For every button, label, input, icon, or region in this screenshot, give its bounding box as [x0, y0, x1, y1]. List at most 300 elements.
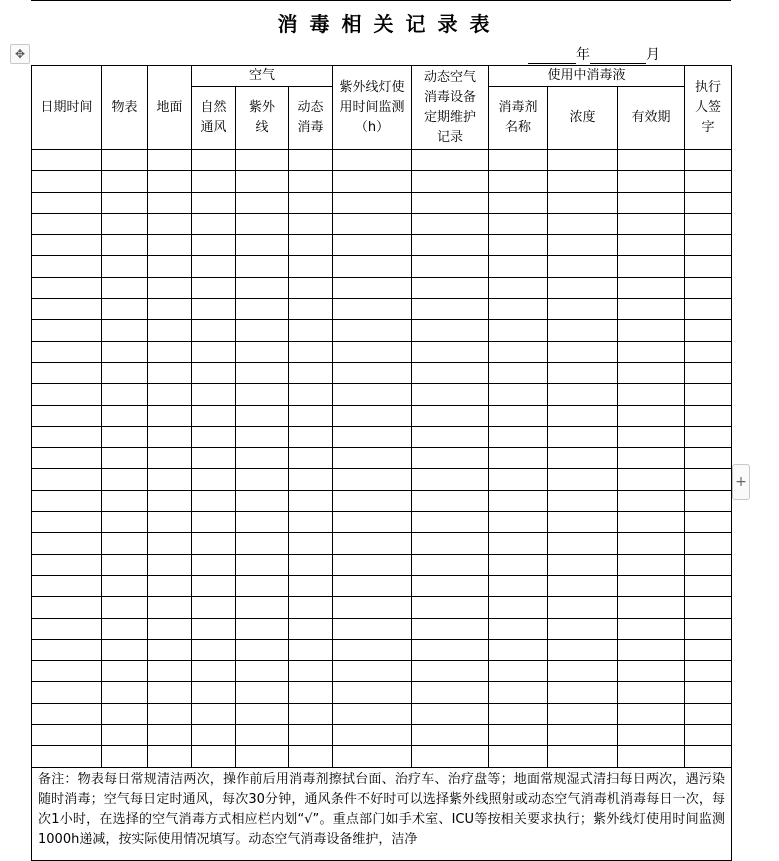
table-cell[interactable]	[548, 575, 618, 596]
table-cell[interactable]	[192, 746, 236, 767]
table-cell[interactable]	[489, 746, 548, 767]
table-cell[interactable]	[32, 235, 102, 256]
table-cell[interactable]	[685, 597, 732, 618]
table-cell[interactable]	[148, 575, 192, 596]
table-cell[interactable]	[618, 150, 685, 171]
table-cell[interactable]	[548, 426, 618, 447]
table-cell[interactable]	[333, 235, 412, 256]
table-cell[interactable]	[102, 192, 148, 213]
table-cell[interactable]	[412, 490, 489, 511]
table-cell[interactable]	[32, 661, 102, 682]
table-cell[interactable]	[333, 533, 412, 554]
table-cell[interactable]	[685, 171, 732, 192]
table-cell[interactable]	[685, 150, 732, 171]
table-cell[interactable]	[618, 703, 685, 724]
table-cell[interactable]	[548, 682, 618, 703]
table-cell[interactable]	[236, 597, 289, 618]
table-cell[interactable]	[32, 597, 102, 618]
table-cell[interactable]	[289, 469, 333, 490]
table-cell[interactable]	[685, 533, 732, 554]
table-cell[interactable]	[618, 320, 685, 341]
table-cell[interactable]	[32, 341, 102, 362]
table-cell[interactable]	[289, 448, 333, 469]
table-cell[interactable]	[148, 618, 192, 639]
table-cell[interactable]	[102, 256, 148, 277]
table-cell[interactable]	[148, 554, 192, 575]
table-cell[interactable]	[236, 277, 289, 298]
table-cell[interactable]	[32, 618, 102, 639]
table-cell[interactable]	[412, 703, 489, 724]
table-cell[interactable]	[32, 725, 102, 746]
table-cell[interactable]	[685, 192, 732, 213]
table-cell[interactable]	[192, 448, 236, 469]
table-cell[interactable]	[333, 341, 412, 362]
table-cell[interactable]	[685, 469, 732, 490]
table-cell[interactable]	[289, 661, 333, 682]
table-cell[interactable]	[32, 469, 102, 490]
table-cell[interactable]	[102, 320, 148, 341]
table-cell[interactable]	[236, 213, 289, 234]
table-cell[interactable]	[489, 682, 548, 703]
table-cell[interactable]	[32, 512, 102, 533]
table-cell[interactable]	[333, 575, 412, 596]
table-cell[interactable]	[489, 703, 548, 724]
table-cell[interactable]	[236, 725, 289, 746]
table-cell[interactable]	[685, 682, 732, 703]
table-move-icon[interactable]: ✥	[10, 44, 30, 64]
table-cell[interactable]	[192, 533, 236, 554]
table-cell[interactable]	[32, 703, 102, 724]
table-cell[interactable]	[289, 213, 333, 234]
table-cell[interactable]	[412, 384, 489, 405]
table-cell[interactable]	[333, 661, 412, 682]
table-cell[interactable]	[289, 575, 333, 596]
table-cell[interactable]	[102, 426, 148, 447]
table-cell[interactable]	[548, 171, 618, 192]
table-cell[interactable]	[618, 575, 685, 596]
table-cell[interactable]	[289, 341, 333, 362]
table-cell[interactable]	[333, 554, 412, 575]
table-cell[interactable]	[333, 213, 412, 234]
table-cell[interactable]	[685, 320, 732, 341]
table-cell[interactable]	[618, 171, 685, 192]
table-cell[interactable]	[148, 299, 192, 320]
table-cell[interactable]	[32, 192, 102, 213]
table-cell[interactable]	[489, 725, 548, 746]
table-cell[interactable]	[148, 192, 192, 213]
table-cell[interactable]	[685, 256, 732, 277]
table-cell[interactable]	[548, 213, 618, 234]
table-cell[interactable]	[618, 554, 685, 575]
table-cell[interactable]	[102, 384, 148, 405]
table-cell[interactable]	[148, 213, 192, 234]
table-cell[interactable]	[412, 725, 489, 746]
table-cell[interactable]	[192, 277, 236, 298]
table-cell[interactable]	[618, 256, 685, 277]
table-cell[interactable]	[548, 618, 618, 639]
table-cell[interactable]	[32, 299, 102, 320]
table-cell[interactable]	[685, 277, 732, 298]
table-cell[interactable]	[236, 171, 289, 192]
table-cell[interactable]	[412, 639, 489, 660]
table-cell[interactable]	[289, 405, 333, 426]
table-cell[interactable]	[192, 192, 236, 213]
table-cell[interactable]	[548, 320, 618, 341]
table-cell[interactable]	[333, 299, 412, 320]
table-cell[interactable]	[333, 490, 412, 511]
month-blank[interactable]	[590, 47, 646, 64]
table-cell[interactable]	[333, 192, 412, 213]
table-cell[interactable]	[412, 597, 489, 618]
table-cell[interactable]	[685, 512, 732, 533]
table-cell[interactable]	[289, 533, 333, 554]
table-cell[interactable]	[412, 661, 489, 682]
table-cell[interactable]	[412, 171, 489, 192]
table-cell[interactable]	[289, 597, 333, 618]
table-cell[interactable]	[548, 448, 618, 469]
table-cell[interactable]	[148, 533, 192, 554]
table-cell[interactable]	[102, 639, 148, 660]
table-cell[interactable]	[548, 150, 618, 171]
table-cell[interactable]	[489, 341, 548, 362]
table-cell[interactable]	[685, 746, 732, 767]
table-cell[interactable]	[236, 448, 289, 469]
table-cell[interactable]	[289, 150, 333, 171]
table-cell[interactable]	[32, 171, 102, 192]
table-cell[interactable]	[489, 256, 548, 277]
table-cell[interactable]	[412, 256, 489, 277]
table-cell[interactable]	[192, 299, 236, 320]
table-cell[interactable]	[333, 703, 412, 724]
table-cell[interactable]	[618, 533, 685, 554]
table-cell[interactable]	[32, 639, 102, 660]
table-cell[interactable]	[489, 299, 548, 320]
table-cell[interactable]	[333, 171, 412, 192]
table-cell[interactable]	[618, 725, 685, 746]
table-cell[interactable]	[333, 682, 412, 703]
table-cell[interactable]	[333, 512, 412, 533]
table-cell[interactable]	[412, 533, 489, 554]
table-cell[interactable]	[489, 554, 548, 575]
table-cell[interactable]	[289, 362, 333, 383]
table-cell[interactable]	[192, 575, 236, 596]
table-cell[interactable]	[289, 725, 333, 746]
table-cell[interactable]	[333, 362, 412, 383]
table-cell[interactable]	[618, 618, 685, 639]
table-cell[interactable]	[412, 213, 489, 234]
table-cell[interactable]	[192, 405, 236, 426]
table-cell[interactable]	[548, 362, 618, 383]
table-cell[interactable]	[192, 725, 236, 746]
table-cell[interactable]	[236, 575, 289, 596]
table-cell[interactable]	[148, 746, 192, 767]
table-cell[interactable]	[192, 256, 236, 277]
table-cell[interactable]	[548, 512, 618, 533]
table-cell[interactable]	[192, 661, 236, 682]
table-cell[interactable]	[685, 725, 732, 746]
table-cell[interactable]	[412, 426, 489, 447]
table-cell[interactable]	[685, 299, 732, 320]
table-cell[interactable]	[412, 448, 489, 469]
table-cell[interactable]	[289, 256, 333, 277]
add-row-icon[interactable]: +	[732, 464, 750, 500]
table-cell[interactable]	[548, 703, 618, 724]
table-cell[interactable]	[412, 192, 489, 213]
table-cell[interactable]	[489, 192, 548, 213]
table-cell[interactable]	[333, 746, 412, 767]
table-cell[interactable]	[32, 426, 102, 447]
table-cell[interactable]	[32, 362, 102, 383]
table-cell[interactable]	[102, 682, 148, 703]
table-cell[interactable]	[102, 597, 148, 618]
table-cell[interactable]	[102, 533, 148, 554]
table-cell[interactable]	[102, 362, 148, 383]
table-cell[interactable]	[489, 533, 548, 554]
table-cell[interactable]	[32, 682, 102, 703]
table-cell[interactable]	[192, 597, 236, 618]
table-cell[interactable]	[333, 597, 412, 618]
table-cell[interactable]	[192, 150, 236, 171]
table-cell[interactable]	[489, 150, 548, 171]
table-cell[interactable]	[148, 639, 192, 660]
table-cell[interactable]	[548, 746, 618, 767]
table-cell[interactable]	[32, 746, 102, 767]
table-cell[interactable]	[192, 512, 236, 533]
table-cell[interactable]	[102, 341, 148, 362]
table-cell[interactable]	[489, 235, 548, 256]
table-cell[interactable]	[32, 405, 102, 426]
table-cell[interactable]	[102, 171, 148, 192]
table-cell[interactable]	[192, 426, 236, 447]
table-cell[interactable]	[148, 362, 192, 383]
table-cell[interactable]	[548, 533, 618, 554]
table-cell[interactable]	[333, 426, 412, 447]
table-cell[interactable]	[102, 725, 148, 746]
table-cell[interactable]	[489, 597, 548, 618]
table-cell[interactable]	[489, 171, 548, 192]
table-cell[interactable]	[618, 746, 685, 767]
table-cell[interactable]	[548, 597, 618, 618]
table-cell[interactable]	[192, 682, 236, 703]
table-cell[interactable]	[618, 362, 685, 383]
table-cell[interactable]	[236, 384, 289, 405]
table-cell[interactable]	[192, 703, 236, 724]
table-cell[interactable]	[548, 341, 618, 362]
table-cell[interactable]	[412, 746, 489, 767]
table-cell[interactable]	[489, 362, 548, 383]
table-cell[interactable]	[412, 469, 489, 490]
table-cell[interactable]	[236, 703, 289, 724]
table-cell[interactable]	[685, 448, 732, 469]
table-cell[interactable]	[618, 639, 685, 660]
table-cell[interactable]	[548, 299, 618, 320]
table-cell[interactable]	[618, 682, 685, 703]
table-cell[interactable]	[333, 405, 412, 426]
table-cell[interactable]	[548, 384, 618, 405]
table-cell[interactable]	[32, 277, 102, 298]
table-cell[interactable]	[102, 299, 148, 320]
table-cell[interactable]	[236, 320, 289, 341]
table-cell[interactable]	[192, 490, 236, 511]
table-cell[interactable]	[489, 405, 548, 426]
table-cell[interactable]	[412, 575, 489, 596]
table-cell[interactable]	[102, 277, 148, 298]
table-cell[interactable]	[618, 299, 685, 320]
table-cell[interactable]	[148, 277, 192, 298]
table-cell[interactable]	[32, 320, 102, 341]
table-cell[interactable]	[148, 171, 192, 192]
table-cell[interactable]	[548, 277, 618, 298]
table-cell[interactable]	[412, 235, 489, 256]
table-cell[interactable]	[412, 682, 489, 703]
table-cell[interactable]	[489, 384, 548, 405]
table-cell[interactable]	[333, 256, 412, 277]
table-cell[interactable]	[148, 384, 192, 405]
table-cell[interactable]	[685, 426, 732, 447]
table-cell[interactable]	[289, 320, 333, 341]
table-cell[interactable]	[618, 426, 685, 447]
table-cell[interactable]	[236, 512, 289, 533]
table-cell[interactable]	[618, 448, 685, 469]
table-cell[interactable]	[289, 384, 333, 405]
table-cell[interactable]	[333, 277, 412, 298]
table-cell[interactable]	[32, 150, 102, 171]
table-cell[interactable]	[192, 639, 236, 660]
table-cell[interactable]	[412, 618, 489, 639]
table-cell[interactable]	[548, 490, 618, 511]
table-cell[interactable]	[489, 469, 548, 490]
table-cell[interactable]	[412, 341, 489, 362]
table-cell[interactable]	[32, 213, 102, 234]
table-cell[interactable]	[685, 341, 732, 362]
table-cell[interactable]	[548, 639, 618, 660]
table-cell[interactable]	[618, 469, 685, 490]
table-cell[interactable]	[412, 320, 489, 341]
table-cell[interactable]	[412, 150, 489, 171]
table-cell[interactable]	[685, 405, 732, 426]
table-cell[interactable]	[548, 405, 618, 426]
table-cell[interactable]	[192, 554, 236, 575]
table-cell[interactable]	[548, 725, 618, 746]
table-cell[interactable]	[192, 469, 236, 490]
table-cell[interactable]	[236, 533, 289, 554]
table-cell[interactable]	[236, 192, 289, 213]
table-cell[interactable]	[236, 150, 289, 171]
table-cell[interactable]	[192, 618, 236, 639]
table-cell[interactable]	[148, 661, 192, 682]
table-cell[interactable]	[685, 703, 732, 724]
table-cell[interactable]	[489, 661, 548, 682]
table-cell[interactable]	[148, 448, 192, 469]
table-cell[interactable]	[548, 256, 618, 277]
table-cell[interactable]	[412, 512, 489, 533]
table-cell[interactable]	[192, 384, 236, 405]
table-cell[interactable]	[102, 213, 148, 234]
table-cell[interactable]	[685, 575, 732, 596]
table-cell[interactable]	[289, 618, 333, 639]
table-cell[interactable]	[32, 554, 102, 575]
table-cell[interactable]	[685, 554, 732, 575]
table-cell[interactable]	[489, 618, 548, 639]
table-cell[interactable]	[102, 235, 148, 256]
table-cell[interactable]	[102, 150, 148, 171]
table-cell[interactable]	[548, 661, 618, 682]
table-cell[interactable]	[489, 490, 548, 511]
table-cell[interactable]	[148, 469, 192, 490]
table-cell[interactable]	[289, 192, 333, 213]
table-cell[interactable]	[685, 235, 732, 256]
table-cell[interactable]	[618, 213, 685, 234]
table-cell[interactable]	[32, 448, 102, 469]
table-cell[interactable]	[618, 235, 685, 256]
table-cell[interactable]	[289, 426, 333, 447]
table-cell[interactable]	[148, 341, 192, 362]
table-cell[interactable]	[489, 426, 548, 447]
table-cell[interactable]	[618, 512, 685, 533]
table-cell[interactable]	[32, 490, 102, 511]
table-cell[interactable]	[489, 448, 548, 469]
table-cell[interactable]	[148, 405, 192, 426]
table-cell[interactable]	[289, 490, 333, 511]
table-cell[interactable]	[148, 682, 192, 703]
table-cell[interactable]	[489, 639, 548, 660]
table-cell[interactable]	[489, 277, 548, 298]
table-cell[interactable]	[412, 554, 489, 575]
table-cell[interactable]	[618, 597, 685, 618]
table-cell[interactable]	[412, 277, 489, 298]
table-cell[interactable]	[148, 597, 192, 618]
table-cell[interactable]	[148, 512, 192, 533]
table-cell[interactable]	[685, 362, 732, 383]
table-cell[interactable]	[333, 469, 412, 490]
table-cell[interactable]	[618, 277, 685, 298]
table-cell[interactable]	[333, 639, 412, 660]
table-cell[interactable]	[192, 213, 236, 234]
table-cell[interactable]	[102, 469, 148, 490]
table-cell[interactable]	[236, 362, 289, 383]
table-cell[interactable]	[685, 213, 732, 234]
table-cell[interactable]	[148, 725, 192, 746]
table-cell[interactable]	[289, 171, 333, 192]
table-cell[interactable]	[32, 384, 102, 405]
table-cell[interactable]	[236, 682, 289, 703]
table-cell[interactable]	[236, 341, 289, 362]
table-cell[interactable]	[102, 618, 148, 639]
table-cell[interactable]	[333, 725, 412, 746]
table-cell[interactable]	[102, 703, 148, 724]
table-cell[interactable]	[102, 512, 148, 533]
table-cell[interactable]	[333, 448, 412, 469]
table-cell[interactable]	[289, 235, 333, 256]
table-cell[interactable]	[333, 320, 412, 341]
table-cell[interactable]	[618, 661, 685, 682]
table-cell[interactable]	[289, 277, 333, 298]
table-cell[interactable]	[685, 384, 732, 405]
table-cell[interactable]	[333, 618, 412, 639]
table-cell[interactable]	[548, 469, 618, 490]
table-cell[interactable]	[489, 512, 548, 533]
table-cell[interactable]	[548, 554, 618, 575]
table-cell[interactable]	[236, 405, 289, 426]
table-cell[interactable]	[236, 661, 289, 682]
table-cell[interactable]	[236, 299, 289, 320]
table-cell[interactable]	[236, 426, 289, 447]
table-cell[interactable]	[236, 469, 289, 490]
table-cell[interactable]	[102, 490, 148, 511]
table-cell[interactable]	[489, 320, 548, 341]
table-cell[interactable]	[102, 661, 148, 682]
table-cell[interactable]	[32, 575, 102, 596]
